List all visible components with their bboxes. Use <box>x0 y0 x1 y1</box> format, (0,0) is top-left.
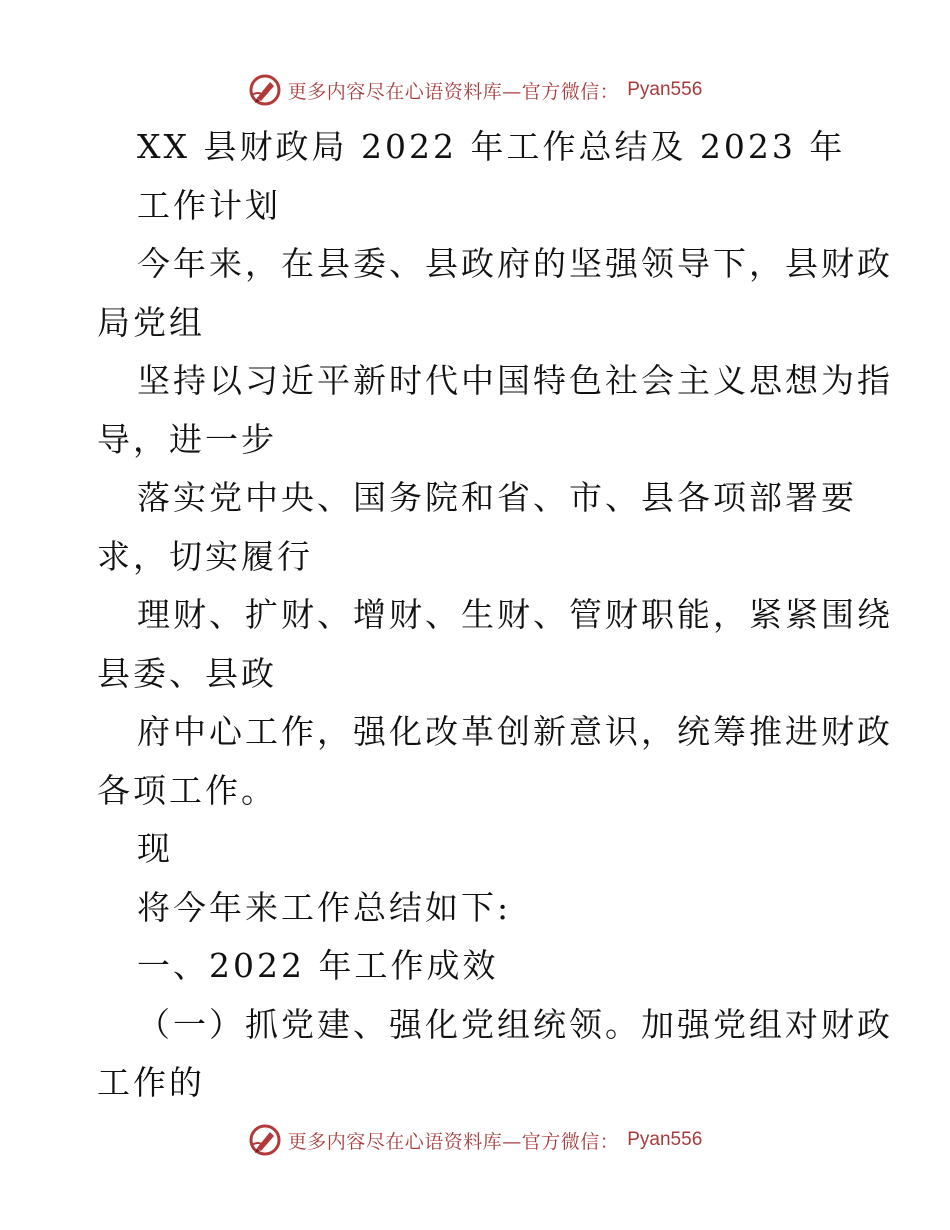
header-watermark-banner <box>0 68 950 112</box>
wechat-id: Pyan556 <box>627 1129 703 1150</box>
paragraph-line: 今年来，在县委、县政府的坚强领导下，县财政 <box>137 244 893 283</box>
paragraph-line: 坚持以习近平新时代中国特色社会主义思想为指 <box>137 361 893 400</box>
wechat-id: Pyan556 <box>627 79 703 100</box>
paragraph-line: 局党组 <box>97 302 205 342</box>
paragraph-line: 现 <box>137 829 173 868</box>
paragraph-line: 各项工作。 <box>97 770 277 810</box>
paragraph-line: 府中心工作，强化改革创新意识，统筹推进财政 <box>137 712 893 751</box>
watermark-text: 更多内容尽在心语资料库—官方微信： <box>287 80 620 103</box>
pen-circle-logo-icon <box>248 73 282 107</box>
paragraph-line: 落实党中央、国务院和省、市、县各项部署要 <box>137 478 857 517</box>
subsection-heading: （一）抓党建、强化党组统领。加强党组对财政 <box>137 1004 893 1044</box>
section-heading: 一、2022 年工作成效 <box>137 946 499 985</box>
paragraph-line: 求，切实履行 <box>97 536 313 576</box>
paragraph-line: 理财、扩财、增财、生财、管财职能，紧紧围绕 <box>137 595 893 634</box>
document-body <box>97 118 893 1113</box>
doc-title-line-2: 工作计划 <box>137 185 281 225</box>
paragraph-line: 县委、县政 <box>97 653 277 693</box>
paragraph-line: 导，进一步 <box>97 419 277 459</box>
footer-watermark-banner <box>0 1118 950 1162</box>
paragraph-line: 将今年来工作总结如下: <box>137 887 512 927</box>
watermark-text: 更多内容尽在心语资料库—官方微信： <box>287 1130 620 1153</box>
pen-circle-logo-icon <box>248 1123 282 1157</box>
paragraph-line: 工作的 <box>97 1063 205 1102</box>
doc-title-line-1: XX 县财政局 2022 年工作总结及 2023 年 <box>137 127 846 166</box>
